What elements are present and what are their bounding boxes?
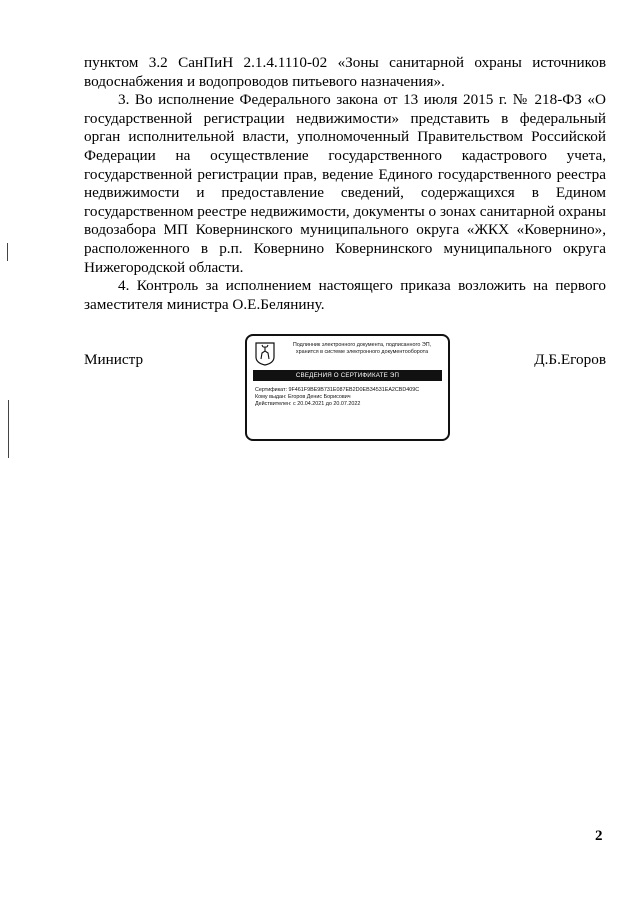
stamp-valid-line: Действителен: с 20.04.2021 до 20.07.2022 [255,401,361,408]
paragraph-item-4: 4. Контроль за исполнением настоящего приказа возложить на первого заместителя министра О.Е.Белянину. [84,277,606,313]
stamp-certificate-line: Сертификат: 9F461F9BE9B731E087EB2D0EB34531EA2CBD409C [255,387,420,393]
signer-position: Министр [84,351,144,368]
body-text [84,54,606,314]
stamp-issued-to-line: Кому выдан: Егоров Денис Борисович [255,394,351,401]
paragraph-sanpin-continuation: пунктом 3.2 СанПиН 2.1.4.1110-02 «Зоны санитарной охраны источников водоснабжения и водопроводов питьевого назначения». [84,54,606,90]
deer-emblem-icon [255,342,275,366]
electronic-signature-stamp [245,334,450,441]
stamp-header-text: Подлинник электронного документа, подписанного ЭП, хранится в системе электронного документооборота [292,342,432,355]
page-number: 2 [595,828,603,844]
stamp-title-bar: СВЕДЕНИЯ О СЕРТИФИКАТЕ ЭП [253,370,442,381]
signer-name: Д.Б.Егоров [534,351,606,368]
margin-scan-mark [8,400,9,458]
paragraph-item-3: 3. Во исполнение Федерального закона от 13 июля 2015 г. № 218-ФЗ «О государственной регистрации недвижимости» представить в федеральный орган исполнительной власти, уполномоченный Правительством Российской Федерации на осуществление государственного кадастрового учета, государственной регистрации прав, ведение Единого государственного реестра недвижимости и предоставление сведений, содержащихся в Едином государственном реестре недвижимости, документы о зонах санитарной охраны водозабора МП Ковернинского муниципального округа «ЖКХ «Ковернино», расположенного в р.п. Ковернино Ковернинского муниципального округа Нижегородской области. [84,91,606,276]
margin-scan-mark [7,243,8,261]
stamp-certificate-details [255,387,445,409]
